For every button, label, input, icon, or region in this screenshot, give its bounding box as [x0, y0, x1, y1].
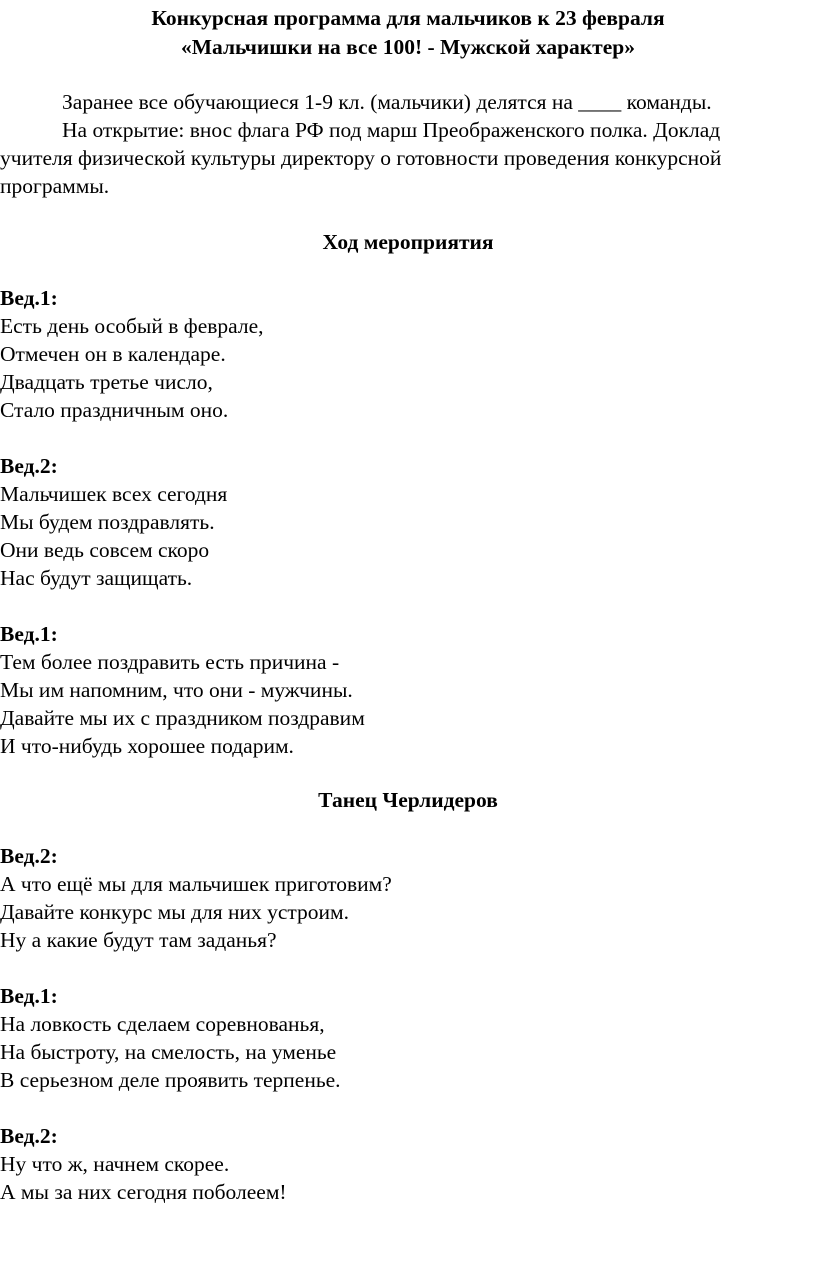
- document-subtitle: «Мальчишки на все 100! - Мужской характер»: [181, 35, 635, 59]
- verse-line: Стало праздничным оно.: [0, 398, 229, 422]
- verse-line: Отмечен он в календаре.: [0, 342, 226, 366]
- verse-line: А мы за них сегодня поболеем!: [0, 1180, 287, 1204]
- speaker-label: Вед.2:: [0, 844, 58, 868]
- verse-line: На ловкость сделаем соревнованья,: [0, 1012, 325, 1036]
- intro-line: программы.: [0, 174, 110, 198]
- speaker-label: Вед.1:: [0, 984, 58, 1008]
- intro-line: Заранее все обучающиеся 1-9 кл. (мальчики) делятся на ____ команды.: [62, 90, 712, 114]
- speaker-label: Вед.1:: [0, 286, 58, 310]
- document-title: Конкурсная программа для мальчиков к 23 февраля: [151, 6, 665, 30]
- speaker-label: Вед.1:: [0, 622, 58, 646]
- verse-line: И что-нибудь хорошее подарим.: [0, 734, 294, 758]
- intro-line: учителя физической культуры директору о готовности проведения конкурсной: [0, 146, 722, 170]
- verse-line: Мы будем поздравлять.: [0, 510, 215, 534]
- speaker-label: Вед.2:: [0, 1124, 58, 1148]
- verse-line: Двадцать третье число,: [0, 370, 213, 394]
- verse-line: Есть день особый в феврале,: [0, 314, 264, 338]
- speaker-label: Вед.2:: [0, 454, 58, 478]
- verse-line: Ну что ж, начнем скорее.: [0, 1152, 230, 1176]
- verse-line: Тем более поздравить есть причина -: [0, 650, 340, 674]
- verse-line: Нас будут защищать.: [0, 566, 193, 590]
- intro-line: На открытие: внос флага РФ под марш Преображенского полка. Доклад: [62, 118, 721, 142]
- verse-line: Ну а какие будут там заданья?: [0, 928, 277, 952]
- verse-line: А что ещё мы для мальчишек приготовим?: [0, 872, 392, 896]
- verse-line: Они ведь совсем скоро: [0, 538, 210, 562]
- verse-line: На быстроту, на смелость, на уменье: [0, 1040, 337, 1064]
- verse-line: Давайте мы их с праздником поздравим: [0, 706, 365, 730]
- verse-line: Давайте конкурс мы для них устроим.: [0, 900, 350, 924]
- section-heading-event: Ход мероприятия: [322, 230, 494, 254]
- verse-line: Мальчишек всех сегодня: [0, 482, 228, 506]
- verse-line: Мы им напомним, что они - мужчины.: [0, 678, 353, 702]
- verse-line: В серьезном деле проявить терпенье.: [0, 1068, 341, 1092]
- section-heading-dance: Танец Черлидеров: [318, 788, 498, 812]
